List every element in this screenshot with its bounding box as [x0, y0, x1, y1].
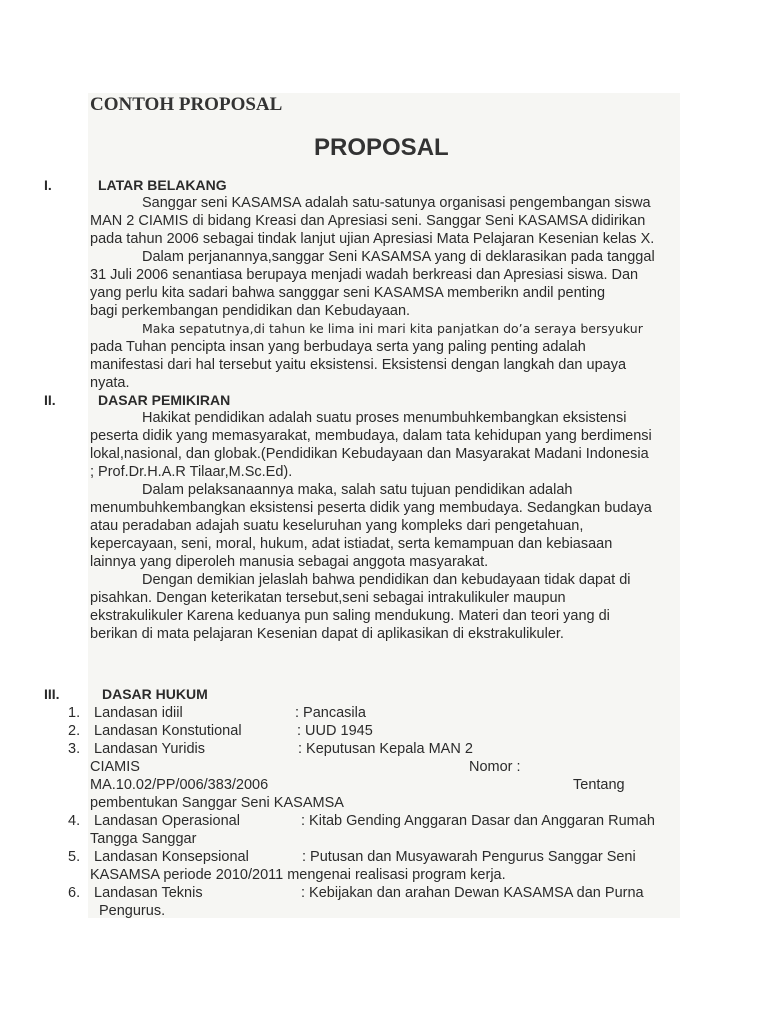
list-item-continuation: MA.10.02/PP/006/383/2006: [90, 777, 269, 793]
list-item-number: 6.: [68, 885, 81, 901]
paragraph-line: Maka sepatutnya,di tahun ke lima ini mari kita panjatkan do’a seraya bersyukur: [142, 321, 643, 336]
paragraph-line: yang perlu kita sadari bahwa sangggar seni KASAMSA memberikn andil penting: [90, 285, 606, 301]
section-3-title: DASAR HUKUM: [102, 686, 208, 702]
paragraph-line: pada tahun 2006 sebagai tindak lanjut ujian Apresiasi Mata Pelajaran Kesenian kelas X.: [90, 231, 655, 247]
section-1-number: I.: [44, 177, 52, 193]
paragraph-line: ekstrakulikuler Karena keduanya pun saling mendukung. Materi dan teori yang di: [90, 608, 610, 624]
list-item-continuation: Tentang: [573, 777, 625, 793]
proposal-title: PROPOSAL: [314, 134, 449, 161]
paragraph-line: MAN 2 CIAMIS di bidang Kreasi dan Apresiasi seni. Sanggar Seni KASAMSA didirikan: [90, 213, 646, 229]
paragraph-line: menumbuhkembangkan eksistensi peserta didik yang membudaya. Sedangkan budaya: [90, 500, 652, 516]
paragraph-line: atau peradaban adajah suatu keseluruhan yang kompleks dari pengetahuan,: [90, 518, 584, 534]
paragraph-line: Sanggar seni KASAMSA adalah satu-satunya organisasi pengembangan siswa: [142, 195, 651, 211]
section-1-title: LATAR BELAKANG: [98, 177, 227, 193]
paragraph-line: pisahkan. Dengan keterikatan tersebut,seni sebagai intrakulikuler maupun: [90, 590, 566, 606]
section-2-number: II.: [44, 392, 56, 408]
paragraph-line: manifestasi dari hal tersebut yaitu eksistensi. Eksistensi dengan langkah dan upaya: [90, 357, 627, 373]
paragraph-line: Dengan demikian jelaslah bahwa pendidikan dan kebudayaan tidak dapat di: [142, 572, 631, 588]
list-item-continuation: Pengurus.: [99, 903, 166, 919]
paragraph-line: lainnya yang diperoleh manusia sebagai anggota masyarakat.: [90, 554, 489, 570]
list-item-value: : Kitab Gending Anggaran Dasar dan Anggaran Rumah: [301, 813, 655, 829]
list-item-continuation: Tangga Sanggar: [90, 831, 197, 847]
list-item-label: Landasan Konsepsional: [94, 849, 249, 865]
paragraph-line: Dalam pelaksanaannya maka, salah satu tujuan pendidikan adalah: [142, 482, 573, 498]
section-3-number: III.: [44, 686, 60, 702]
list-item-value: : Kebijakan dan arahan Dewan KASAMSA dan Purna: [301, 885, 644, 901]
paragraph-line: ; Prof.Dr.H.A.R Tilaar,M.Sc.Ed).: [90, 464, 293, 480]
paragraph-line: lokal,nasional, dan globak.(Pendidikan Kebudayaan dan Masyarakat Madani Indonesia: [90, 446, 649, 462]
list-item-number: 1.: [68, 705, 81, 721]
list-item-value: : Pancasila: [295, 705, 366, 721]
paragraph-line: nyata.: [90, 375, 130, 391]
paragraph-line: Hakikat pendidikan adalah suatu proses menumbuhkembangkan eksistensi: [142, 410, 627, 426]
list-item-continuation: Nomor :: [469, 759, 521, 775]
list-item-value: : UUD 1945: [297, 723, 373, 739]
paragraph-line: bagi perkembangan pendidikan dan Kebudayaan.: [90, 303, 411, 319]
paragraph-line: pada Tuhan pencipta insan yang berbudaya serta yang paling penting adalah: [90, 339, 586, 355]
paragraph-line: Dalam perjanannya,sanggar Seni KASAMSA yang di deklarasikan pada tanggal: [142, 249, 655, 265]
paragraph-line: kepercayaan, seni, moral, hukum, adat istiadat, serta kemampuan dan kebiasaan: [90, 536, 613, 552]
list-item-continuation: CIAMIS: [90, 759, 140, 775]
paragraph-line: 31 Juli 2006 senantiasa berupaya menjadi wadah berkreasi dan Apresiasi siswa. Dan: [90, 267, 639, 283]
list-item-number: 3.: [68, 741, 81, 757]
list-item-label: Landasan Konstutional: [94, 723, 242, 739]
document-title: CONTOH PROPOSAL: [90, 94, 283, 115]
list-item-continuation: KASAMSA periode 2010/2011 mengenai realisasi program kerja.: [90, 867, 506, 883]
paragraph-line: berikan di mata pelajaran Kesenian dapat di aplikasikan di ekstrakulikuler.: [90, 626, 564, 642]
list-item-value: : Putusan dan Musyawarah Pengurus Sanggar Seni: [302, 849, 636, 865]
list-item-number: 5.: [68, 849, 81, 865]
list-item-number: 4.: [68, 813, 81, 829]
list-item-number: 2.: [68, 723, 81, 739]
list-item-label: Landasan Teknis: [94, 885, 203, 901]
section-2-title: DASAR PEMIKIRAN: [98, 392, 231, 408]
list-item-continuation: pembentukan Sanggar Seni KASAMSA: [90, 795, 344, 811]
list-item-label: Landasan Yuridis: [94, 741, 205, 757]
list-item-label: Landasan idiil: [94, 705, 183, 721]
list-item-value: : Keputusan Kepala MAN 2: [298, 741, 473, 757]
paragraph-line: peserta didik yang memasyarakat, membudaya, dalam tata kehidupan yang berdimensi: [90, 428, 652, 444]
list-item-label: Landasan Operasional: [94, 813, 240, 829]
